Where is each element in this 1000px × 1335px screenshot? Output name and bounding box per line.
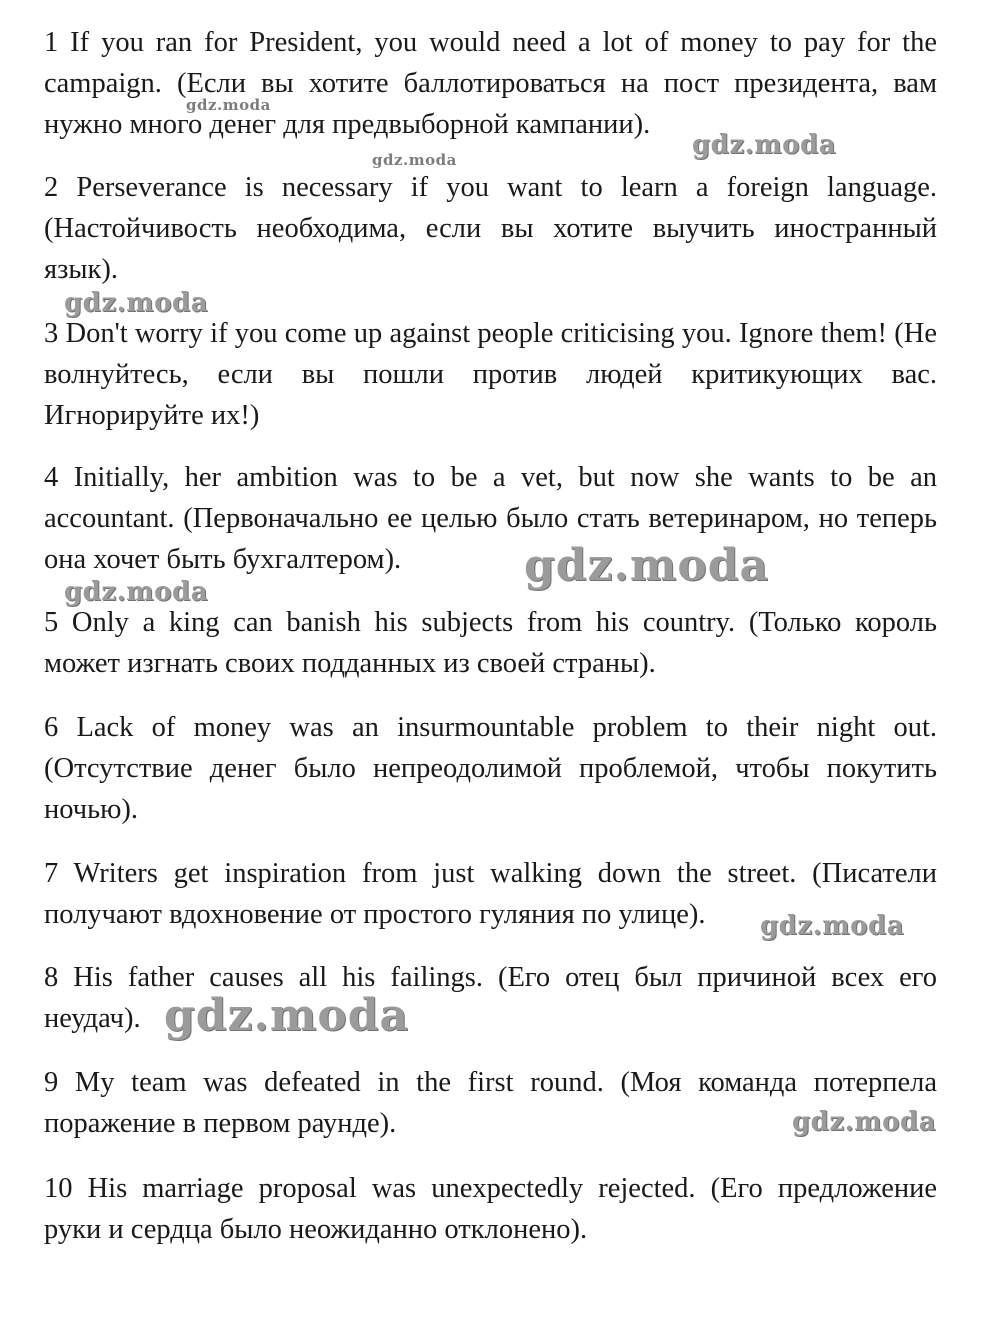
answer-item-10: 10 His marriage proposal was unexpectedly rejected. (Его предложение руки и сердца было неожиданно отклонено). <box>44 1173 937 1245</box>
answer-item-2: 2 Perseverance is necessary if you want to learn a foreign language. (Настойчивость необходима, если вы хотите выучить иностранный язык). <box>44 172 937 285</box>
answer-item-1: 1 If you ran for President, you would need a lot of money to pay for the campaign. (Если вы хотите баллотироваться на пост президента, вам нужно много денег для предвыборной кампании). <box>44 27 937 140</box>
watermark: gdz.moda <box>760 911 905 941</box>
watermark: gdz.moda <box>64 577 209 607</box>
answer-item-6: 6 Lack of money was an insurmountable problem to their night out. (Отсутствие денег было непреодолимой проблемой, чтобы покутить ночью). <box>44 712 937 825</box>
answer-item-8: 8 His father causes all his failings. (Его отец был причиной всех его неудач). <box>44 962 937 1034</box>
answer-item-5: 5 Only a king can banish his subjects from his country. (Только король может изгнать своих подданных из своей страны). <box>44 607 937 679</box>
answer-item-9: 9 My team was defeated in the first round. (Моя команда потерпела поражение в первом раунде). <box>44 1067 937 1139</box>
watermark: gdz.moda <box>372 151 457 169</box>
watermark: gdz.moda <box>164 990 410 1041</box>
answer-item-7: 7 Writers get inspiration from just walking down the street. (Писатели получают вдохновение от простого гуляния по улице). <box>44 858 937 930</box>
answer-item-3: 3 Don't worry if you come up against people criticising you. Ignore them! (Не волнуйтесь, если вы пошли против людей критикующих вас. Игнорируйте их!) <box>44 318 937 431</box>
watermark: gdz.moda <box>524 540 770 591</box>
watermark: gdz.moda <box>64 288 209 318</box>
watermark: gdz.moda <box>792 1107 937 1137</box>
watermark: gdz.moda <box>186 96 271 114</box>
answer-item-4: 4 Initially, her ambition was to be a vet, but now she wants to be an accountant. (Первоначально ее целью было стать ветеринаром, но теперь она хочет быть бухгалтером). <box>44 462 937 575</box>
watermark: gdz.moda <box>692 130 837 160</box>
